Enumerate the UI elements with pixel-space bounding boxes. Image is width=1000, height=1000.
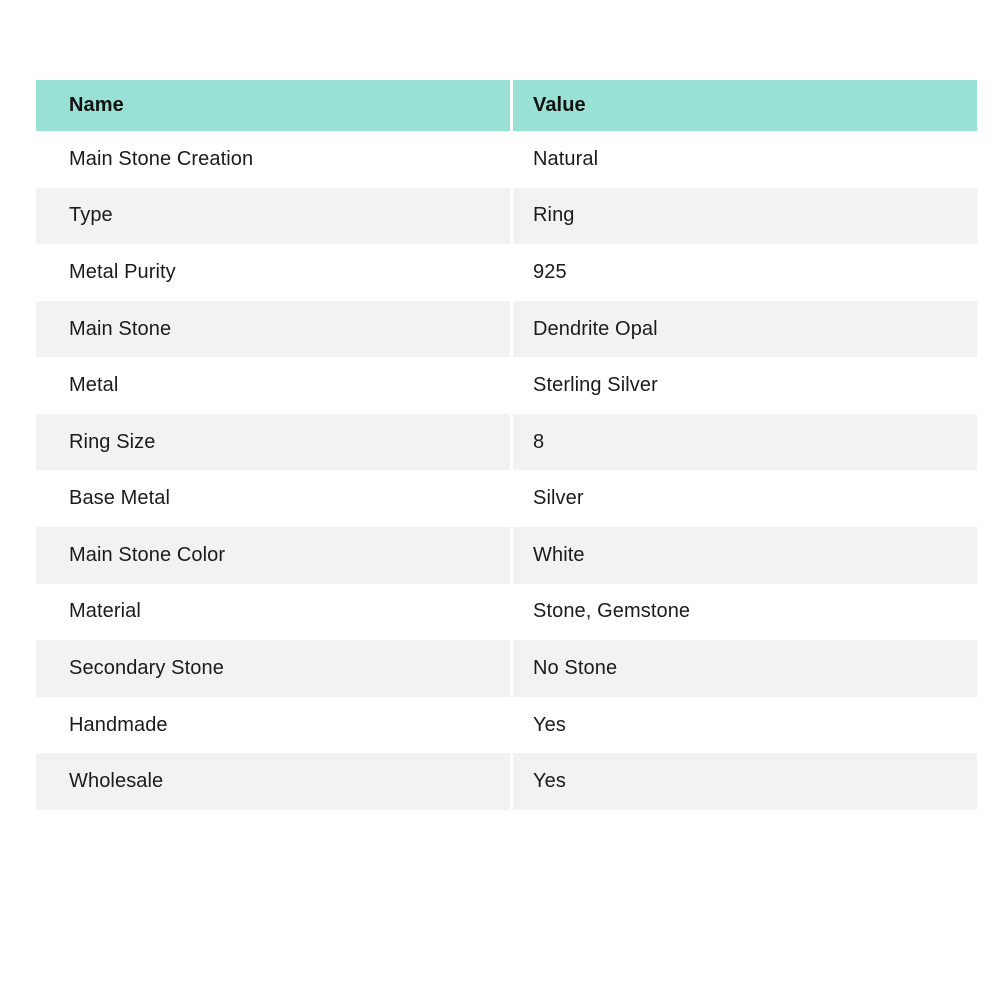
cell-attribute-value: No Stone <box>513 640 977 697</box>
table-row <box>36 414 977 471</box>
cell-attribute-name: Main Stone <box>36 301 510 358</box>
table-row <box>36 527 977 584</box>
table-row <box>36 244 977 301</box>
product-spec-table <box>36 80 977 810</box>
cell-attribute-name: Handmade <box>36 697 510 754</box>
table-row <box>36 697 977 754</box>
cell-attribute-value: Sterling Silver <box>513 357 977 414</box>
cell-attribute-value: Stone, Gemstone <box>513 584 977 641</box>
cell-attribute-name: Main Stone Color <box>36 527 510 584</box>
table-row <box>36 301 977 358</box>
table-row <box>36 470 977 527</box>
cell-attribute-value: White <box>513 527 977 584</box>
cell-attribute-value: Natural <box>513 131 977 188</box>
table-row <box>36 357 977 414</box>
cell-attribute-name: Main Stone Creation <box>36 131 510 188</box>
table-row <box>36 640 977 697</box>
cell-attribute-value: Yes <box>513 697 977 754</box>
table-row <box>36 188 977 245</box>
cell-attribute-name: Metal Purity <box>36 244 510 301</box>
cell-attribute-name: Ring Size <box>36 414 510 471</box>
cell-attribute-value: Ring <box>513 188 977 245</box>
cell-attribute-name: Wholesale <box>36 753 510 810</box>
cell-attribute-name: Secondary Stone <box>36 640 510 697</box>
cell-attribute-name: Base Metal <box>36 470 510 527</box>
table-body <box>36 131 977 810</box>
cell-attribute-value: 8 <box>513 414 977 471</box>
cell-attribute-value: Silver <box>513 470 977 527</box>
table-row <box>36 584 977 641</box>
cell-attribute-name: Material <box>36 584 510 641</box>
column-header-name: Name <box>36 80 510 131</box>
cell-attribute-value: Dendrite Opal <box>513 301 977 358</box>
table-header-row <box>36 80 977 131</box>
cell-attribute-value: Yes <box>513 753 977 810</box>
cell-attribute-name: Metal <box>36 357 510 414</box>
table-row <box>36 753 977 810</box>
cell-attribute-value: 925 <box>513 244 977 301</box>
cell-attribute-name: Type <box>36 188 510 245</box>
column-header-value: Value <box>513 80 977 131</box>
table-row <box>36 131 977 188</box>
